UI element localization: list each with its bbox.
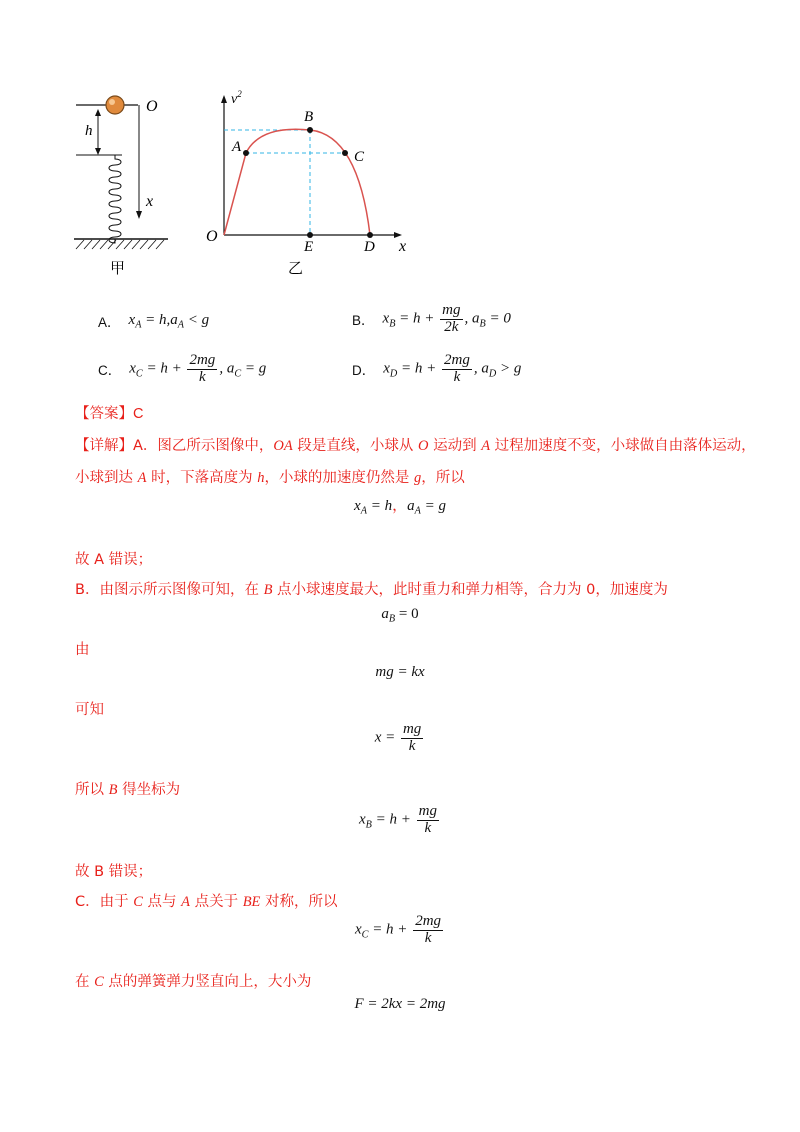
detail-line-1: 【详解】A．图乙所示图像中，OA 段是直线，小球从 O 运动到 A 过程加速度不变，小球做自由落体运动， — [75, 438, 756, 454]
equation-5: $x_B = h$ + $\frac{mg}{k}$ — [359, 803, 437, 836]
x-axis-label: x — [399, 238, 407, 255]
option-d — [352, 350, 521, 388]
option-a-letter: A． — [98, 315, 121, 330]
y-axis-label: $v^2$ — [231, 89, 242, 107]
detail-b-line: B．由图示所示图像可知，在 B 点小球速度最大，此时重力和弹力相等，合力为 0，加速度为 — [75, 582, 668, 598]
option-a — [98, 308, 209, 334]
option-b-formula: $x_B = h$ + $\frac{mg}{2k}$ , $a_B = 0$ — [382, 301, 511, 335]
label-c: C — [354, 149, 365, 165]
b-wrong-line: 故 B 错误； — [75, 864, 153, 880]
label-b: B — [304, 109, 314, 125]
point-b — [307, 127, 313, 133]
figure-graph — [200, 85, 430, 285]
origin-label: O — [206, 228, 218, 245]
kezhi-line: 可知 — [75, 702, 104, 718]
option-d-formula: $x_D = h$ + $\frac{2mg}{k}$ , $a_D > g$ — [383, 351, 522, 385]
caption-jia: 甲 — [110, 261, 126, 277]
v2-curve — [224, 129, 370, 235]
detail-line-2: 小球到达 A 时，下落高度为 h，小球的加速度仍然是 g，所以 — [75, 470, 465, 486]
equation-4: x = $\frac{mg}{k}$ — [374, 721, 422, 754]
answer-value: C — [133, 406, 144, 422]
answer-label: 【答案】 — [75, 406, 133, 422]
figure-spring — [60, 85, 190, 285]
point-d — [367, 232, 373, 238]
equation-2: $a_B = 0$ — [381, 606, 419, 625]
label-h: h — [85, 123, 93, 139]
spring — [109, 155, 121, 243]
a-wrong-line: 故 A 错误； — [75, 552, 153, 568]
point-e — [307, 232, 313, 238]
equation-3: mg = kx — [375, 664, 425, 680]
equation-6: $x_C = h$ + $\frac{2mg}{k}$ — [354, 913, 442, 946]
label-o: O — [146, 98, 158, 115]
label-x: x — [146, 193, 154, 210]
detail-c2-line: 在 C 点的弹簧弹力竖直向上，大小为 — [75, 974, 312, 990]
you-line: 由 — [75, 642, 90, 658]
option-d-letter: D． — [352, 363, 376, 378]
suoyi-line: 所以 B 得坐标为 — [75, 782, 181, 798]
equation-7: F = 2kx = 2mg — [354, 996, 446, 1012]
option-c — [98, 350, 266, 388]
option-c-letter: C． — [98, 363, 122, 378]
answer-line — [75, 402, 143, 423]
label-a: A — [232, 139, 242, 155]
point-c — [342, 150, 348, 156]
option-b — [352, 300, 511, 338]
label-d: D — [364, 239, 375, 255]
option-a-formula: $x_A = h,a_A < g$ — [128, 311, 210, 331]
detail-c-line: C．由于 C 点与 A 点关于 BE 对称，所以 — [75, 894, 338, 910]
caption-yi: 乙 — [288, 261, 304, 277]
point-a — [243, 150, 249, 156]
ball — [106, 96, 124, 114]
option-b-letter: B． — [352, 313, 375, 328]
equation-1: $x_A = h$，$a_A = g$ — [354, 496, 446, 517]
option-c-formula: $x_C = h$ + $\frac{2mg}{k}$ , $a_C = g$ — [129, 351, 267, 385]
label-e: E — [304, 239, 314, 255]
